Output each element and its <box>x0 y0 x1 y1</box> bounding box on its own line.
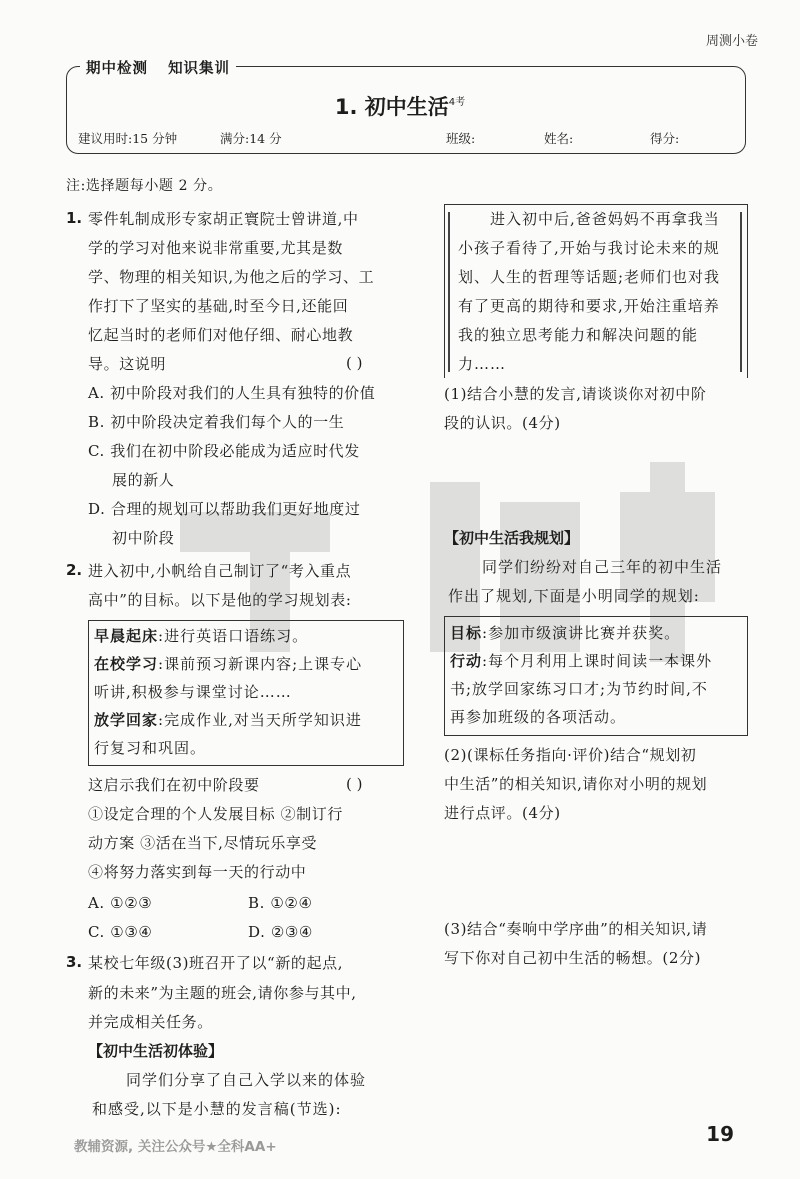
ming-plan-text: 书;放学回家练习口才;为节约时间,不 <box>450 680 708 698</box>
question-1-number: 1. <box>66 209 83 227</box>
exam-count: 4考 <box>448 97 466 108</box>
ming-plan-row <box>450 651 712 671</box>
plan-row <box>94 682 292 702</box>
section-label-training: 知识集训 <box>168 61 231 77</box>
ming-plan-row <box>450 623 680 643</box>
plan-text: :完成作业,对当天所学知识进 <box>158 711 362 729</box>
subquestion-2: (2)(课标任务指向·评价)结合“规划初 <box>444 746 697 764</box>
ming-plan-row <box>450 679 708 699</box>
plan-row <box>94 626 308 646</box>
speech-line: 力…… <box>458 355 507 373</box>
q1-option-b[interactable]: B. 初中阶段决定着我们每个人的一生 <box>88 413 345 431</box>
full-score: 满分:14 分 <box>220 131 282 146</box>
footer-watermark-text: 教辅资源, 关注公众号★全科AA+ <box>74 1139 277 1155</box>
q1-option-c[interactable]: C. 我们在初中阶段必能成为适应时代发 <box>88 442 360 460</box>
q1-line: 学、物理的相关知识,为他之后的学习、工 <box>88 268 375 286</box>
note: 注:选择题每小题 2 分。 <box>66 178 223 194</box>
planning-intro-line: 同学们纷纷对自己三年的初中生活 <box>482 558 723 576</box>
q2-choice-c[interactable]: C. ①③④ <box>88 923 153 941</box>
ming-plan-label: 行动 <box>450 652 483 670</box>
answer-bracket[interactable]: ( ) <box>346 354 363 372</box>
q1-option-d-cont: 初中阶段 <box>112 529 175 547</box>
page-number: 19 <box>706 1122 734 1146</box>
q1-line: 忆起当时的老师们对他仔细、耐心地教 <box>88 326 354 344</box>
plan-label: 在校学习 <box>94 655 159 673</box>
unit-title-text: 1. 初中生活 <box>334 95 449 119</box>
subquestion-2-cont: 进行点评。(4分) <box>444 804 561 822</box>
q2-choice-b[interactable]: B. ①②④ <box>248 894 313 912</box>
question-3-number: 3. <box>66 953 83 971</box>
plan-text: :课前预习新课内容;上课专心 <box>158 655 363 673</box>
subquestion-3: (3)结合“奏响中学序曲”的相关知识,请 <box>444 920 708 938</box>
q1-line: 作打下了坚实的基础,时至今日,还能回 <box>88 297 349 315</box>
ming-plan-text: :参加市级演讲比赛并获奖。 <box>482 624 681 642</box>
q2-line: 进入初中,小帆给自己制订了“考入重点 <box>88 562 352 580</box>
q1-option-d[interactable]: D. 合理的规划可以帮助我们更好地度过 <box>88 500 361 518</box>
q3-line: 并完成相关任务。 <box>88 1013 213 1031</box>
q2-choice-a[interactable]: A. ①②③ <box>88 894 153 912</box>
series-tag: 周测小卷 <box>705 34 758 49</box>
plan-row <box>94 654 362 674</box>
speech-box-rule <box>740 212 742 372</box>
section-heading-experience: 【初中生活初体验】 <box>88 1042 224 1060</box>
plan-text: 听讲,积极参与课堂讨论…… <box>94 683 292 701</box>
section-heading-planning: 【初中生活我规划】 <box>444 529 580 547</box>
subquestion-3-cont: 写下你对自己初中生活的畅想。(2分) <box>444 949 702 967</box>
plan-label: 放学回家 <box>94 711 159 729</box>
suggested-time: 建议用时:15 分钟 <box>78 131 178 146</box>
score-field: 得分: <box>650 131 680 146</box>
q2-line: 高中”的目标。以下是他的学习规划表: <box>88 591 352 609</box>
q1-line: 学的学习对他来说非常重要,尤其是数 <box>88 239 343 257</box>
q2-stem: 这启示我们在初中阶段要 <box>88 776 260 794</box>
section-labels <box>80 57 236 78</box>
plan-row <box>94 710 362 730</box>
q1-line: 零件轧制成形专家胡正寰院士曾讲道,中 <box>88 210 359 228</box>
q2-item: ④将努力落实到每一天的行动中 <box>88 863 307 881</box>
speech-box <box>444 204 748 378</box>
plan-row <box>94 738 206 758</box>
class-field: 班级: <box>446 131 476 146</box>
q2-choice-d[interactable]: D. ②③④ <box>248 923 313 941</box>
speech-line: 进入初中后,爸爸妈妈不再拿我当 <box>490 210 720 228</box>
q3-section-line: 同学们分享了自己入学以来的体验 <box>126 1071 367 1089</box>
plan-label: 早晨起床 <box>94 627 159 645</box>
unit-title <box>0 91 800 121</box>
speech-line: 小孩子看待了,开始与我讨论未来的规 <box>458 239 720 257</box>
q3-section-line: 和感受,以下是小慧的发言稿(节选): <box>92 1100 342 1118</box>
speech-line: 我的独立思考能力和解决问题的能 <box>458 326 699 344</box>
speech-line: 划、人生的哲理等话题;老师们也对我 <box>458 268 721 286</box>
question-2-number: 2. <box>66 561 83 579</box>
speech-line: 有了更高的期待和要求,开始注重培养 <box>458 297 720 315</box>
q2-item: 动方案 ③活在当下,尽情玩乐享受 <box>88 834 318 852</box>
name-field: 姓名: <box>544 131 574 146</box>
plan-text: :进行英语口语练习。 <box>158 627 309 645</box>
q3-line: 新的未来”为主题的班会,请你参与其中, <box>88 984 357 1002</box>
q2-item: ①设定合理的个人发展目标 ②制订行 <box>88 805 343 823</box>
plan-text: 行复习和巩固。 <box>94 739 207 757</box>
subquestion-1-cont: 段的认识。(4分) <box>444 414 561 432</box>
q3-line: 某校七年级(3)班召开了以“新的起点, <box>88 954 344 972</box>
ming-plan-text: :每个月利用上课时间读一本课外 <box>482 652 713 670</box>
planning-intro-line: 作出了规划,下面是小明同学的规划: <box>448 587 700 605</box>
q1-option-c-cont: 展的新人 <box>112 471 175 489</box>
answer-bracket[interactable]: ( ) <box>346 775 363 793</box>
ming-plan-label: 目标 <box>450 624 483 642</box>
q1-line: 导。这说明 <box>88 355 167 373</box>
ming-plan-row <box>450 707 626 727</box>
subquestion-1: (1)结合小慧的发言,请谈谈你对初中阶 <box>444 385 707 403</box>
section-label-midterm: 期中检测 <box>86 61 148 77</box>
subquestion-2-cont: 中生活”的相关知识,请你对小明的规划 <box>444 775 708 793</box>
q1-option-a[interactable]: A. 初中阶段对我们的人生具有独特的价值 <box>88 384 376 402</box>
speech-box-rule <box>448 212 450 372</box>
ming-plan-text: 再参加班级的各项活动。 <box>450 708 627 726</box>
